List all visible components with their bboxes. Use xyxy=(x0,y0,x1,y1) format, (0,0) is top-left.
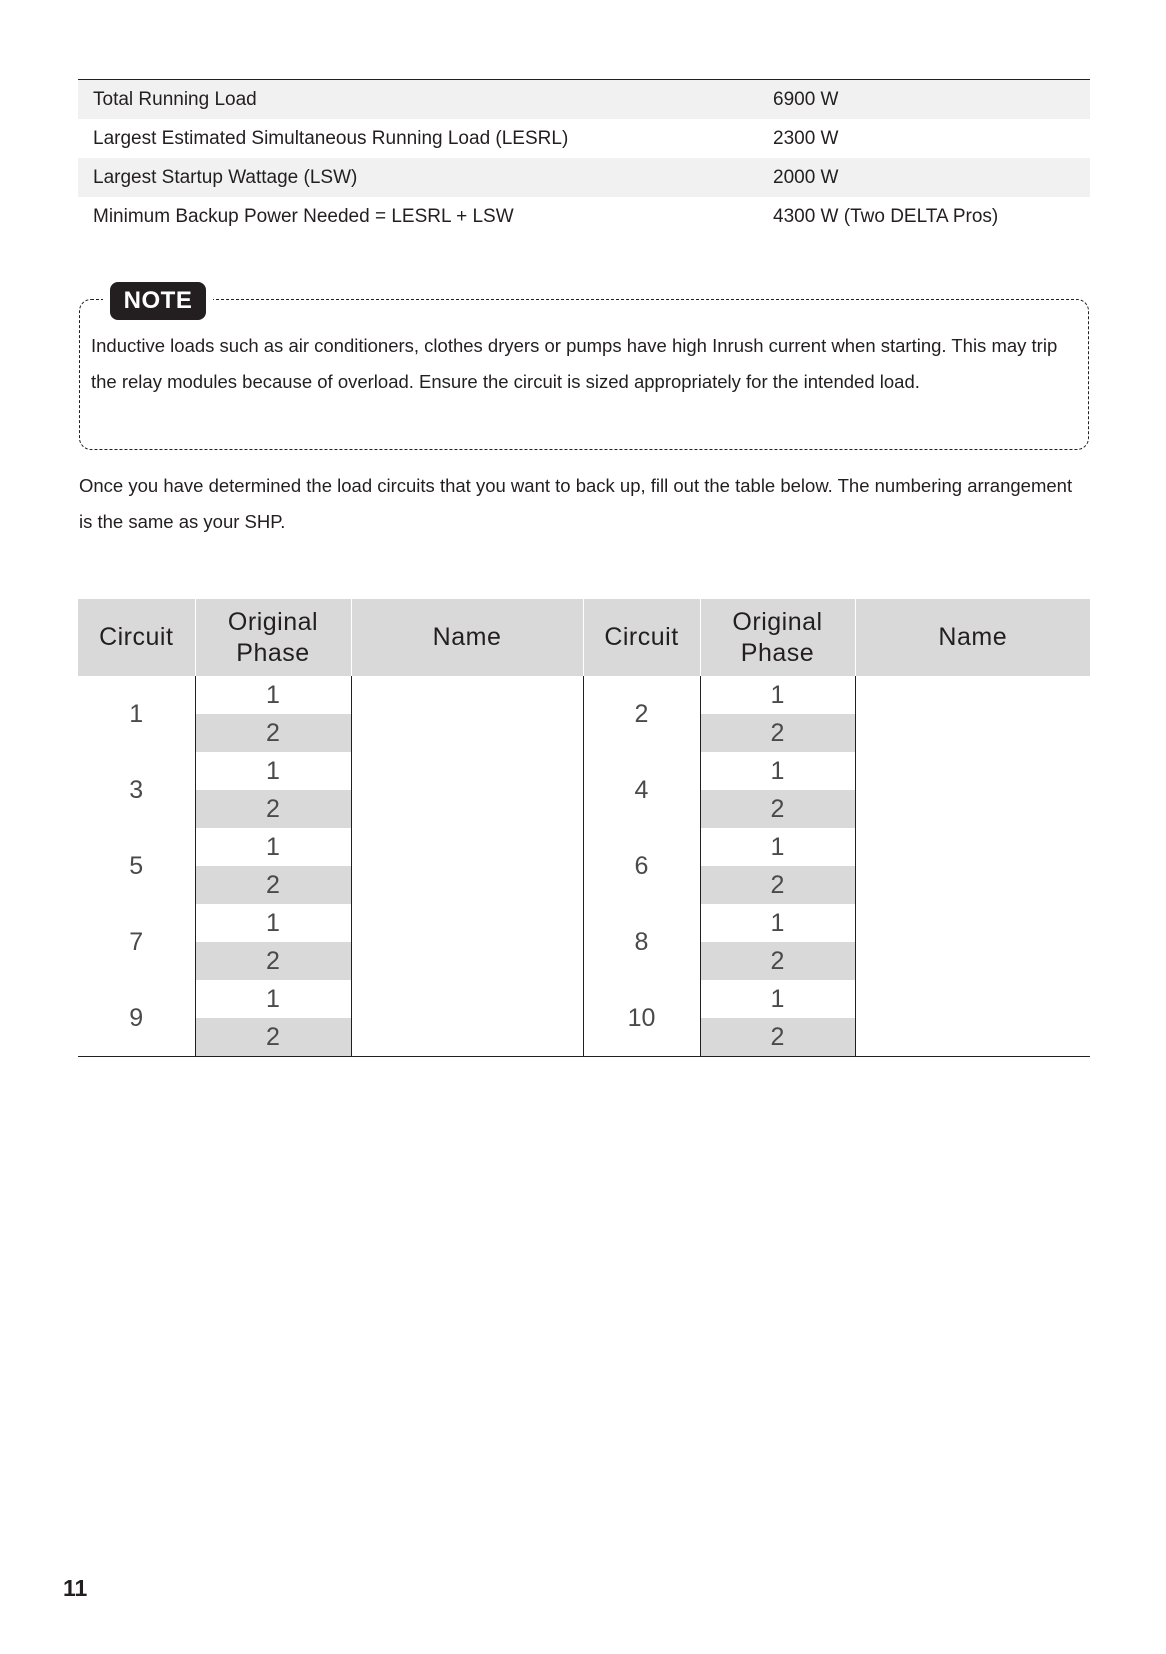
phase-cell: 1 xyxy=(700,904,855,942)
load-label: Minimum Backup Power Needed = LESRL + LSW xyxy=(78,197,773,236)
circuit-number: 1 xyxy=(129,699,144,728)
table-row xyxy=(78,752,1090,790)
circuit-number: 4 xyxy=(583,752,700,828)
circuit-number: 7 xyxy=(129,927,144,956)
phase-cell: 2 xyxy=(700,790,855,828)
name-field[interactable] xyxy=(855,676,1090,752)
load-row xyxy=(78,158,1090,197)
name-field[interactable] xyxy=(351,904,583,980)
circuit-table xyxy=(78,599,1090,1057)
circuit-number: 2 xyxy=(583,676,700,752)
phase-cell: 2 xyxy=(195,866,351,904)
circuit-number: 5 xyxy=(129,851,144,880)
circuit-number: 8 xyxy=(583,904,700,980)
circuit-number: 6 xyxy=(583,828,700,904)
circuit-number: 10 xyxy=(583,980,700,1057)
phase-cell: 2 xyxy=(195,1018,351,1057)
header-phase-left: Original Phase xyxy=(195,599,351,676)
phase-cell: 1 xyxy=(195,904,351,942)
phase-cell: 1 xyxy=(700,676,855,714)
name-field[interactable] xyxy=(855,980,1090,1057)
load-value: 6900 W xyxy=(773,80,1090,120)
phase-cell: 2 xyxy=(700,714,855,752)
intro-paragraph: Once you have determined the load circuits that you want to back up, fill out the table below. The numbering arrangement is the same as your SHP. xyxy=(79,475,1073,532)
header-name-right: Name xyxy=(855,599,1090,676)
load-row xyxy=(78,197,1090,236)
page-number: 11 xyxy=(63,1575,88,1601)
phase-cell: 1 xyxy=(195,676,351,714)
table-row xyxy=(78,828,1090,866)
name-field[interactable] xyxy=(351,828,583,904)
name-field[interactable] xyxy=(351,752,583,828)
phase-cell: 1 xyxy=(195,828,351,866)
table-row xyxy=(78,904,1090,942)
circuit-number: 9 xyxy=(129,1003,144,1032)
name-field[interactable] xyxy=(855,828,1090,904)
name-field[interactable] xyxy=(351,676,583,752)
phase-cell: 2 xyxy=(700,942,855,980)
load-label: Largest Estimated Simultaneous Running Load (LESRL) xyxy=(78,119,773,158)
header-circuit-right: Circuit xyxy=(583,599,700,676)
header-phase-right: Original Phase xyxy=(700,599,855,676)
name-field[interactable] xyxy=(855,904,1090,980)
load-value: 2000 W xyxy=(773,158,1090,197)
phase-cell: 1 xyxy=(700,752,855,790)
phase-cell: 2 xyxy=(195,714,351,752)
phase-cell: 1 xyxy=(195,980,351,1018)
header-circuit-left: Circuit xyxy=(78,599,195,676)
name-field[interactable] xyxy=(855,752,1090,828)
load-summary-table xyxy=(78,79,1090,236)
table-row xyxy=(78,980,1090,1018)
load-value: 4300 W (Two DELTA Pros) xyxy=(773,197,1090,236)
name-field[interactable] xyxy=(351,980,583,1057)
load-label: Total Running Load xyxy=(78,80,773,120)
phase-cell: 2 xyxy=(195,790,351,828)
load-value: 2300 W xyxy=(773,119,1090,158)
header-name-left: Name xyxy=(351,599,583,676)
table-row xyxy=(78,676,1090,714)
phase-cell: 1 xyxy=(700,980,855,1018)
load-row xyxy=(78,119,1090,158)
phase-cell: 2 xyxy=(700,866,855,904)
load-row xyxy=(78,80,1090,120)
circuit-number: 3 xyxy=(129,775,144,804)
load-label: Largest Startup Wattage (LSW) xyxy=(78,158,773,197)
phase-cell: 1 xyxy=(700,828,855,866)
phase-cell: 2 xyxy=(195,942,351,980)
circuit-table-header xyxy=(78,599,1090,676)
note-text: Inductive loads such as air conditioners, clothes dryers or pumps have high Inrush current when starting. This may trip the relay modules because of overload. Ensure the circuit is sized appropriately for the intended load. xyxy=(91,335,1058,392)
note-badge: NOTE xyxy=(110,282,206,320)
phase-cell: 1 xyxy=(195,752,351,790)
phase-cell: 2 xyxy=(700,1018,855,1057)
